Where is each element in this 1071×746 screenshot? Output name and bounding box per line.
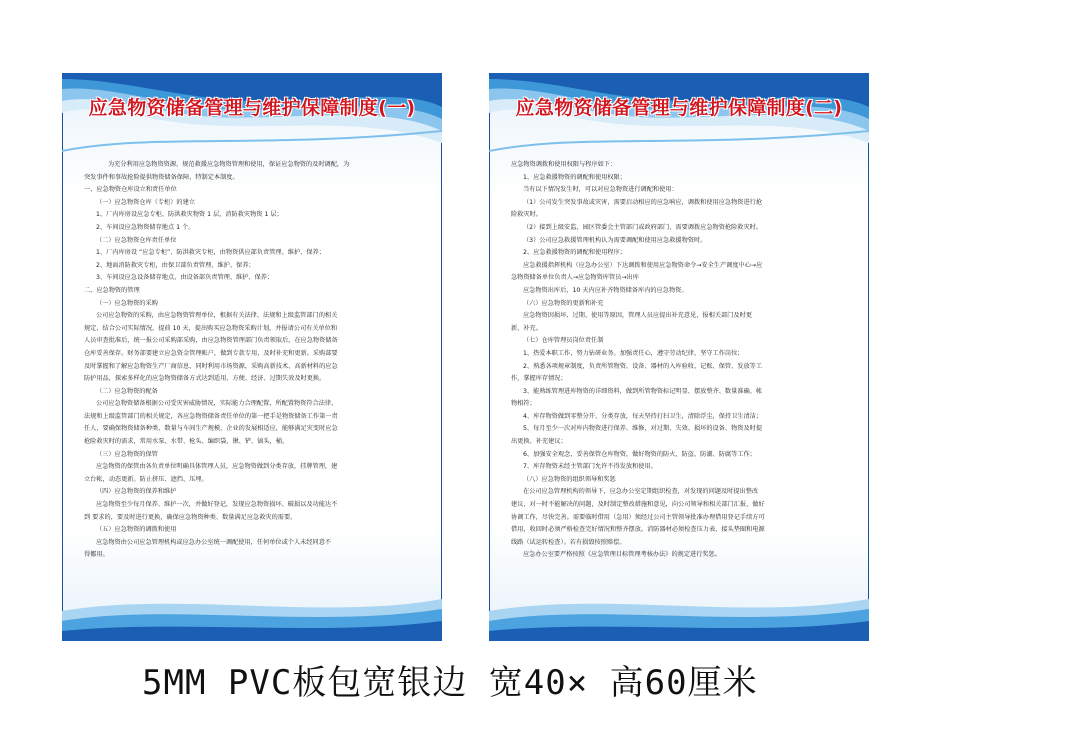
paragraph-line: 任人，要确保物资储备种类、数量与车间生产规模、企业的发展相适应，能够满足灾变时应急 xyxy=(84,425,338,433)
paragraph-line: 借用，收回时必须严格检查完好情况和整齐摆放。消防器材必须检查压力表、接头垫圈和电源 xyxy=(511,526,765,534)
paragraph-line: （八）应急物资的组织领导和奖惩 xyxy=(523,475,616,483)
paragraph-line: 抢险救灾时的需求，常用水泵、水带、枪头、编织袋、锹、铲、镐头，桶。 xyxy=(84,438,289,446)
paragraph-line: 到 要求的，要及时进行更换，确保应急物资种类、数量满足应急救灾的需要。 xyxy=(84,513,297,521)
paragraph-line: 险救灾时。 xyxy=(511,211,542,219)
paragraph-line: 在公司应急管理机构的领导下，应急办公室定期组织检查，对发现的问题及时提出整改 xyxy=(523,488,759,496)
product-caption: 5MM PVC板包宽银边 宽40× 高60厘米 xyxy=(142,663,758,703)
paragraph-line: 7、库存物资未经主管部门允许不得发放和使用。 xyxy=(523,463,657,471)
paragraph-line: 规定，结合公司实际情况，提前 10 天，提出购买应急物资采购计划，并报请公司有关单位和 xyxy=(84,324,338,332)
paragraph-line: 一、应急物资仓库设立和责任单位 xyxy=(84,186,177,194)
paragraph-line: （1）公司发生突发事故或灾害，需要启动相应的应急响应，调拨和使用应急物资进行抢 xyxy=(523,198,763,206)
paragraph-line: 3、能熟练管理进库物资的详细资料，做到所管物资标记明显、摆放整齐、数量准确、帐 xyxy=(523,387,763,395)
paragraph-line: 新、补充。 xyxy=(511,324,542,332)
paragraph-line: 当有以下情况发生时，可以对应急物资进行调配和使用： xyxy=(523,186,678,194)
paragraph-line: 公司应急物资的采购，由应急物资管理单位，根据有关法律、法规和上级监管部门的相关 xyxy=(96,312,338,320)
board-title: 应急物资储备管理与维护保障制度(二) xyxy=(515,97,843,119)
paragraph-line: 3、车间设应急设备储存地点，由设备部负责管理、维护、保养； xyxy=(96,274,274,282)
paragraph-line: 应急物资由公司应急管理机构或应急办公室统一调配使用，任何单位或个人未经同意不 xyxy=(96,538,332,546)
paragraph-line: 为充分利用应急物资资源，规范救援应急物资管理和使用，保证应急物资的及时调配，为 xyxy=(108,161,350,168)
paragraph-line: 应急物资的保管由各负责单位明确具体管理人员，应急物资做到分类存放，挂牌管理，建 xyxy=(96,463,338,471)
paragraph-line: 2、地面消防救灾专柜，由保卫部负责管理、维护、保养； xyxy=(96,261,255,269)
paragraph-line: （七）仓库管理员岗位责任制 xyxy=(523,337,604,345)
paragraph-line: 出更换、补充建议； xyxy=(511,438,567,446)
paragraph-line: （2）接到上级安监、园区管委会主管部门或政府部门，需要调拨应急物资抢险救灾时。 xyxy=(523,223,763,231)
paragraph-line: （一）应急物资仓库（专柜）的建立 xyxy=(96,198,195,206)
paragraph-line: 6、加强安全观念，妥善保管仓库物资，做好物资的防火、防盗、防潮、防腐等工作； xyxy=(523,450,756,458)
board-body-text xyxy=(84,159,422,562)
paragraph-line: 应急物资至少每月保养、维护一次，并做好登记，发现应急物资损坏、破损以及功能达不 xyxy=(96,501,338,509)
paragraph-line: 5、每月至少一次对库内物资进行保养、维修，对过期、失效、损坏的设备、物资及时提 xyxy=(523,425,763,433)
paragraph-line: 仓库妥善保存。财务部要建立应急资金管理帐户，做到专款专用，及时补充和更新。采购部要 xyxy=(84,349,338,357)
paragraph-line: 应急物资因损坏、过期、使用等原因，管理人员应提出补充意见，报相关部门及时更 xyxy=(523,312,752,320)
paragraph-line: 1、厂内库房设 “应急专柜”、防洪救灾专柜，由物资供应部负责管理、维护、保养； xyxy=(96,249,325,257)
paragraph-line: 急物资储备单位负责人→应急物资库管员→出库 xyxy=(511,274,639,282)
poster-board-1 xyxy=(62,73,442,641)
paragraph-line: 及时掌握和了解应急物资生产厂商信息，同时利用市场资源，采购高新技术、高新材料的应急 xyxy=(84,362,338,370)
bottom-wave-banner xyxy=(62,581,442,641)
paragraph-line: 法规和上级监管部门的相关规定，各应急物资储备责任单位的第一把手是物资储备工作第一责 xyxy=(84,412,338,420)
paragraph-line: （五）应急物资的调拨和使用 xyxy=(96,526,177,534)
paragraph-line: 2、车间设应急物资储存地点 1 个。 xyxy=(96,223,195,231)
paragraph-line: 线路（试运转检查）。若有损毁按照赔偿。 xyxy=(511,538,626,546)
bottom-wave-banner xyxy=(489,581,869,641)
paragraph-line: 2、应急救援物资的调配和使用程序； xyxy=(523,249,626,257)
paragraph-line: 人员审查批准后，统一报公司采购部采购，由应急物资管理部门负责领取后，在应急物资储备 xyxy=(84,337,338,345)
paragraph-line: 立台帐，动态更新。防止挤压、遮挡、压埋。 xyxy=(84,475,208,483)
paragraph-line: 应急办公室要严格按照《应急管理目标管理考核办法》的规定进行奖惩。 xyxy=(523,551,721,559)
paragraph-line: （四）应急物资的保养和维护 xyxy=(96,488,177,496)
paragraph-line: （一）应急物资的采购 xyxy=(96,299,158,307)
paragraph-line: 物相符； xyxy=(511,400,536,408)
paragraph-line: 应急物资调拨和使用权限与程序如下： xyxy=(511,161,617,168)
paragraph-line: 1、热爱本职工作，努力钻研业务。加强责任心，遵守劳动纪律，坚守工作岗位； xyxy=(523,349,744,357)
paragraph-line: 应急物资出库后，10 天内应补齐物资储备库内的应急物资。 xyxy=(523,286,688,294)
paragraph-line: 建议，对一时不能解决的问题，及时制定整改措施和意见，向公司领导和相关部门汇报，做好 xyxy=(511,501,765,509)
paragraph-line: （二）应急物资仓库责任单位 xyxy=(96,236,177,244)
paragraph-line: 公司应急物资储备根据公司受灾害威胁情况，实际能力合理配置，所配置物资符合法律、 xyxy=(96,400,338,408)
paragraph-line: 得挪用。 xyxy=(84,551,109,559)
paragraph-line: （三）应急物资的保管 xyxy=(96,450,158,458)
board-body-text xyxy=(511,159,849,562)
paragraph-line: （六）应急物资的更新和补充 xyxy=(523,299,604,307)
paragraph-line: 防护用品，探索多样化的应急物资储备方式达到适用、方便、经济、过期失效及时更换。 xyxy=(84,375,326,383)
paragraph-line: 协调工作，尽快完善。需要临时借用（急用）须经过公司主管领导批准办理借用登记手续方可 xyxy=(511,513,765,521)
paragraph-line: （二）应急物资的配备 xyxy=(96,387,158,395)
paragraph-line: （3）公司应急救援管理机构认为需要调配和使用应急救援物资时。 xyxy=(523,236,707,244)
paragraph-line: 二、应急物资的管理 xyxy=(84,286,140,294)
paragraph-line: 作，掌握库存情况； xyxy=(511,375,567,383)
paragraph-line: 2、熟悉各项规章制度，负责所管物资、设备、器材的入库验收、记账、保管、发放等工 xyxy=(523,362,763,370)
paragraph-line: 突发事件和事故抢险提供物资储备保障，特制定本制度。 xyxy=(84,173,239,181)
paragraph-line: 1、厂内库房设应急专柜、防洪救灾物资 1 层，消防救灾物资 1 层； xyxy=(96,211,283,219)
paragraph-line: 4、库存物资做到零整分开、分类存放，每天坚持打扫卫生，清除浮尘，保持卫生清洁； xyxy=(523,412,763,420)
paragraph-line: 应急救援指挥机构（应急办公室）下达调拨和使用应急物资命令→安全生产调度中心→应 xyxy=(523,261,763,269)
poster-board-2 xyxy=(489,73,869,641)
paragraph-line: 1、应急救援物资的调配和使用权限； xyxy=(523,173,626,181)
board-title: 应急物资储备管理与维护保障制度(一) xyxy=(88,97,416,119)
